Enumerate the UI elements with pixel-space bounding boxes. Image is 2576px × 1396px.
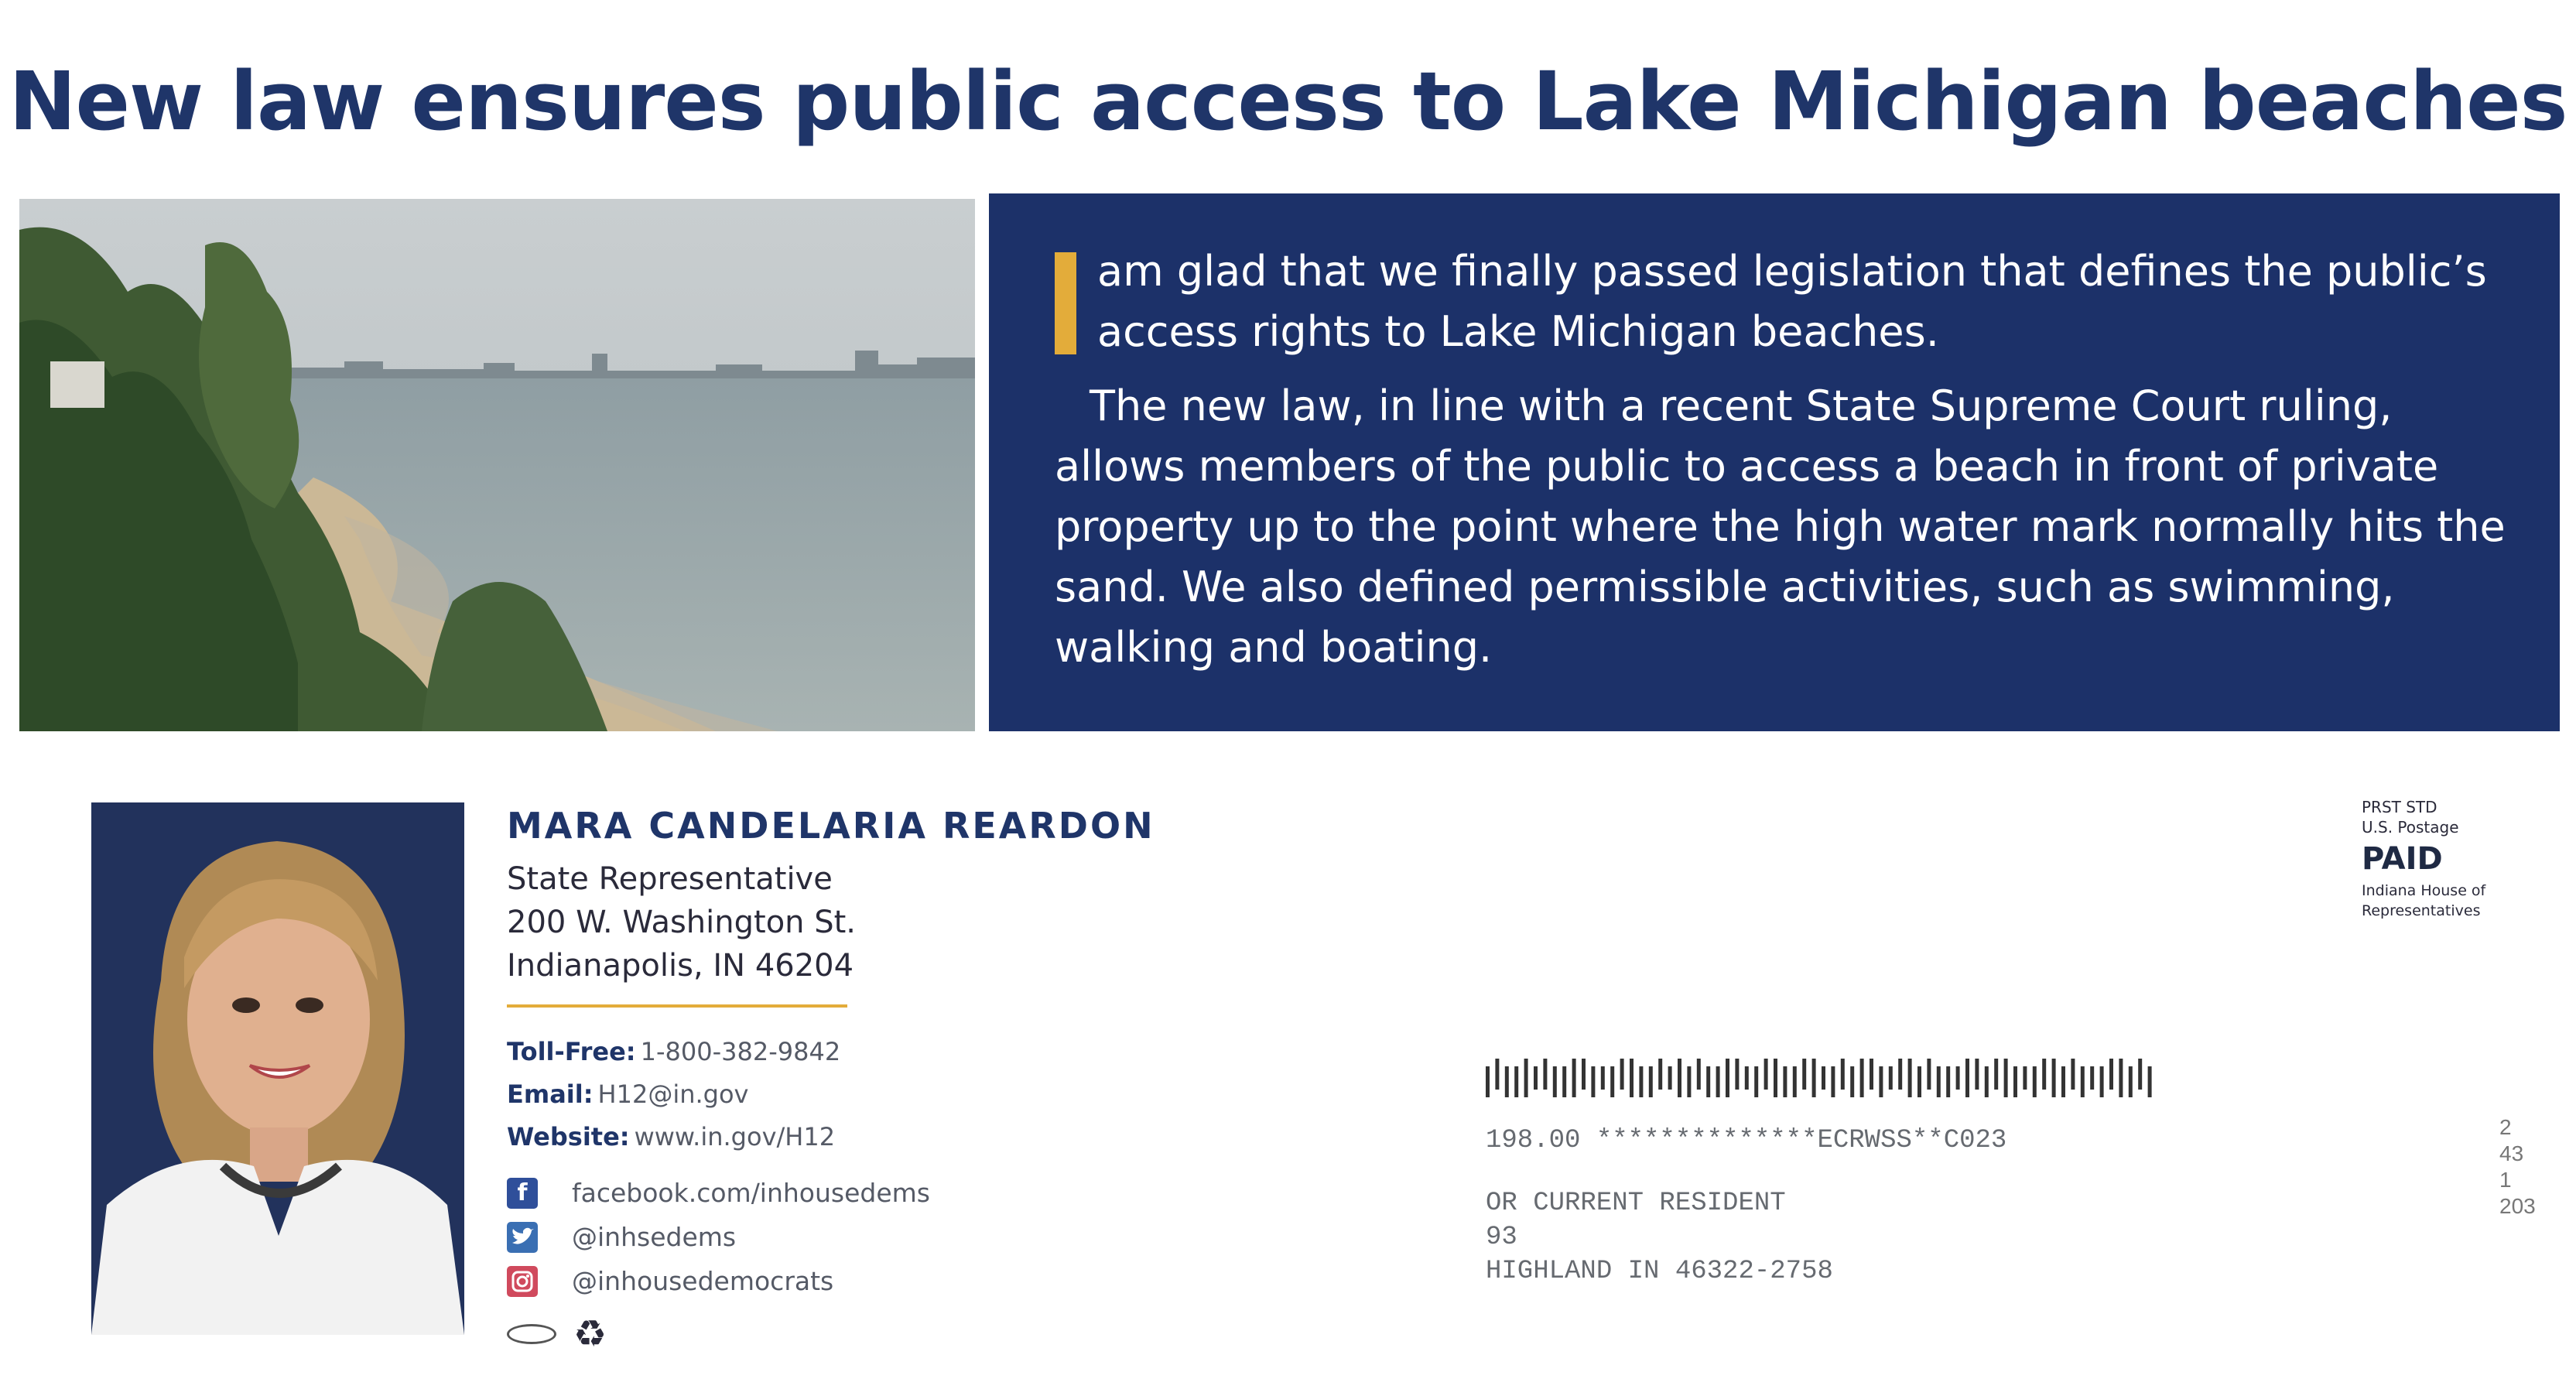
headline: New law ensures public access to Lake Michigan beaches — [9, 54, 2567, 149]
facebook-icon: f — [507, 1178, 538, 1209]
barcode-bar — [1716, 1066, 1720, 1097]
social-instagram[interactable] — [507, 1259, 1203, 1303]
barcode-bar — [1486, 1066, 1490, 1097]
barcode-bar — [1678, 1059, 1681, 1097]
barcode-bar — [1754, 1066, 1758, 1097]
sort-code: 2 — [2499, 1115, 2512, 1139]
toll-free-line — [507, 1031, 1203, 1073]
print-marks — [507, 1312, 1203, 1356]
sort-code: 203 — [2499, 1194, 2536, 1218]
barcode-bar — [1870, 1059, 1873, 1090]
sort-line: 198.00 **************ECRWSS**C023 — [1486, 1126, 2007, 1155]
barcode-bar — [1831, 1066, 1835, 1097]
intro-paragraph — [1055, 241, 2506, 362]
barcode-bar — [1582, 1059, 1586, 1090]
dropcap-bar — [1055, 252, 1076, 354]
barcode-bar — [1793, 1066, 1797, 1097]
social-twitter[interactable] — [507, 1215, 1203, 1259]
postage-permit-holder-2: Representatives — [2362, 902, 2481, 919]
barcode-bar — [1572, 1059, 1576, 1097]
sort-codes — [2499, 1114, 2569, 1220]
twitter-icon — [507, 1222, 538, 1253]
barcode-bar — [1850, 1066, 1854, 1097]
barcode-bar — [1495, 1059, 1499, 1090]
barcode-bar — [1610, 1066, 1614, 1097]
barcode-bar — [2100, 1066, 2104, 1097]
barcode-bar — [1745, 1066, 1749, 1090]
website-label: Website: — [507, 1122, 630, 1151]
barcode-bar — [1764, 1059, 1768, 1090]
barcode-bar — [1812, 1059, 1816, 1097]
toll-free-label: Toll-Free: — [507, 1037, 636, 1066]
barcode-bar — [1706, 1066, 1710, 1097]
barcode-bar — [2129, 1066, 2133, 1097]
barcode-bar — [2033, 1066, 2037, 1097]
lake-beach-photo — [19, 199, 975, 731]
barcode-bar — [1524, 1059, 1528, 1097]
email-label: Email: — [507, 1080, 594, 1109]
barcode-bar — [1591, 1066, 1595, 1097]
city-address: Indianapolis, IN 46204 — [507, 948, 854, 984]
website-line — [507, 1116, 1203, 1158]
barcode-bar — [2052, 1059, 2056, 1097]
barcode-bar — [2042, 1059, 2046, 1090]
barcode-bar — [2061, 1066, 2065, 1097]
postage-permit-holder-1: Indiana House of — [2362, 882, 2486, 899]
barcode-bar — [2071, 1059, 2075, 1090]
email-line — [507, 1073, 1203, 1116]
recycle-icon: ♻ — [573, 1314, 607, 1355]
city-zip-line: HIGHLAND IN 46322-2758 — [1486, 1257, 1833, 1286]
twitter-handle: @inhsedems — [572, 1222, 737, 1252]
barcode-bar — [1620, 1059, 1624, 1090]
barcode-bar — [1543, 1059, 1547, 1090]
barcode-bar — [1668, 1066, 1672, 1090]
barcode-bar — [1860, 1059, 1864, 1097]
social-facebook[interactable] — [507, 1171, 1203, 1215]
barcode-bar — [1649, 1066, 1653, 1097]
union-label-icon — [507, 1324, 556, 1344]
representative-name: MARA CANDELARIA REARDON — [507, 805, 1155, 847]
website-link[interactable]: www.in.gov/H12 — [634, 1122, 836, 1151]
instagram-handle: @inhousedemocrats — [572, 1266, 834, 1296]
facebook-handle: facebook.com/inhousedems — [572, 1178, 930, 1208]
barcode-bar — [2109, 1059, 2113, 1090]
barcode-bar — [2148, 1066, 2152, 1097]
quote-paragraph-2: The new law, in line with a recent State Supreme Court ruling, allows members of the public to access a beach in front of private property up to the point where the high water mark normally hits the sand. We also defined permissible activities, such as swimming, walking and boating. — [1055, 382, 2506, 672]
barcode-bar — [1879, 1066, 1883, 1097]
barcode-bar — [1562, 1066, 1566, 1097]
barcode-bar — [1514, 1066, 1518, 1097]
instagram-icon — [507, 1266, 538, 1297]
barcode-bar — [1534, 1066, 1538, 1090]
barcode-bar — [1956, 1066, 1960, 1090]
barcode-bar — [1946, 1066, 1950, 1097]
postal-barcode — [1486, 1059, 2182, 1097]
barcode-bar — [1601, 1066, 1605, 1090]
barcode-bar — [1917, 1066, 1921, 1097]
toll-free-number[interactable]: 1-800-382-9842 — [640, 1037, 841, 1066]
street-address: 200 W. Washington St. — [507, 905, 857, 940]
postage-type: U.S. Postage — [2362, 818, 2459, 837]
barcode-bar — [2138, 1059, 2142, 1090]
representative-portrait — [91, 802, 464, 1335]
barcode-bar — [2004, 1059, 2008, 1097]
barcode-bar — [1697, 1059, 1701, 1090]
barcode-bar — [1505, 1066, 1509, 1097]
barcode-bar — [1553, 1066, 1557, 1097]
barcode-bar — [1975, 1059, 1979, 1090]
barcode-bar — [1783, 1066, 1787, 1097]
barcode-bar — [1965, 1059, 1969, 1097]
barcode-bar — [1841, 1059, 1845, 1090]
barcode-bar — [1822, 1066, 1825, 1090]
barcode-bar — [1630, 1059, 1634, 1097]
barcode-bar — [1927, 1059, 1931, 1090]
representative-title: State Representative — [507, 861, 833, 897]
postage-paid: PAID — [2362, 841, 2443, 877]
contact-block — [507, 805, 1203, 1356]
quote-box — [989, 193, 2560, 731]
sort-code: 43 — [2499, 1141, 2524, 1165]
barcode-bar — [1774, 1059, 1777, 1097]
barcode-bar — [1937, 1066, 1941, 1097]
barcode-bar — [1639, 1066, 1643, 1097]
divider — [507, 1004, 847, 1008]
barcode-bar — [2090, 1066, 2094, 1090]
resident-line: OR CURRENT RESIDENT — [1486, 1189, 1786, 1218]
mailing-address — [1486, 1126, 2006, 1288]
sort-code: 1 — [2499, 1168, 2512, 1192]
postage-class: PRST STD — [2362, 798, 2437, 816]
email-link[interactable]: H12@in.gov — [597, 1080, 749, 1109]
postage-indicia — [2362, 797, 2540, 921]
barcode-bar — [1994, 1059, 1998, 1090]
barcode-bar — [1889, 1066, 1893, 1090]
barcode-bar — [1898, 1059, 1902, 1090]
barcode-bar — [2081, 1066, 2085, 1097]
barcode-bar — [2119, 1059, 2123, 1097]
barcode-bar — [1735, 1059, 1739, 1090]
quote-paragraph-1: am glad that we finally passed legislation that defines the public’s access rights to Lake Michigan beaches. — [1097, 247, 2487, 356]
barcode-bar — [2023, 1066, 2027, 1090]
barcode-bar — [1658, 1059, 1662, 1090]
barcode-bar — [1726, 1059, 1729, 1097]
barcode-bar — [1985, 1066, 1989, 1097]
barcode-bar — [2013, 1066, 2017, 1097]
barcode-bar — [1908, 1059, 1912, 1097]
barcode-bar — [1687, 1066, 1691, 1097]
address-number: 93 — [1486, 1223, 1517, 1252]
barcode-bar — [1802, 1059, 1806, 1090]
